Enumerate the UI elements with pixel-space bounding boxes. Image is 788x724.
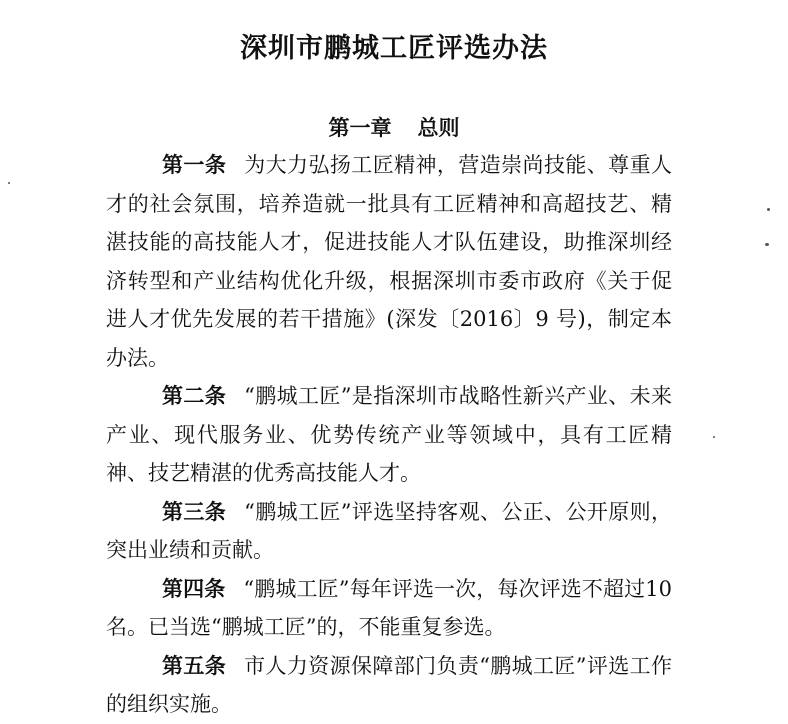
document-title: 深圳市鹏城工匠评选办法 — [240, 33, 548, 64]
article-text: “鹏城工匠”评选坚持客观、公正、公开原则，突出业绩和贡献。 — [106, 499, 672, 562]
article-text: 为大力弘扬工匠精神，营造崇尚技能、尊重人才的社会氛围，培养造就一批具有工匠精神和高超技艺、精湛技能的高技能人才，促进技能人才队伍建设，助推深圳经济转型和产业结构优化升级，根据深圳市委市政府《关于促进人才优先发展的若干措施》(深发〔2016〕9 号)，制定本办法。 — [106, 153, 673, 370]
scan-speck — [767, 208, 770, 211]
article-paragraph-5 — [106, 647, 672, 724]
chapter-name: 总则 — [417, 115, 460, 140]
chapter-label: 第一章 — [328, 115, 392, 140]
article-paragraph-1 — [106, 146, 672, 377]
article-label: 第三条 — [162, 498, 227, 524]
article-label: 第四条 — [162, 575, 226, 601]
article-paragraph-2 — [106, 377, 672, 493]
article-paragraph-4 — [106, 570, 672, 647]
article-text: “鹏城工匠”每年评选一次，每次评选不超过10名。已当选“鹏城工匠”的，不能重复参选。 — [106, 576, 672, 639]
article-text: “鹏城工匠”是指深圳市战略性新兴产业、未来产业、现代服务业、优势传统产业等领域中，具有工匠精神、技艺精湛的优秀高技能人才。 — [106, 384, 672, 485]
chapter-heading — [0, 112, 788, 142]
article-label: 第二条 — [162, 383, 227, 408]
document-body — [106, 146, 672, 724]
article-label: 第一条 — [162, 152, 227, 177]
article-paragraph-3 — [106, 493, 672, 570]
scan-speck — [713, 436, 715, 438]
article-label: 第五条 — [162, 652, 227, 678]
scan-speck — [765, 243, 769, 246]
scan-speck — [8, 182, 10, 184]
article-text: 市人力资源保障部门负责“鹏城工匠”评选工作的组织实施。 — [106, 653, 672, 716]
